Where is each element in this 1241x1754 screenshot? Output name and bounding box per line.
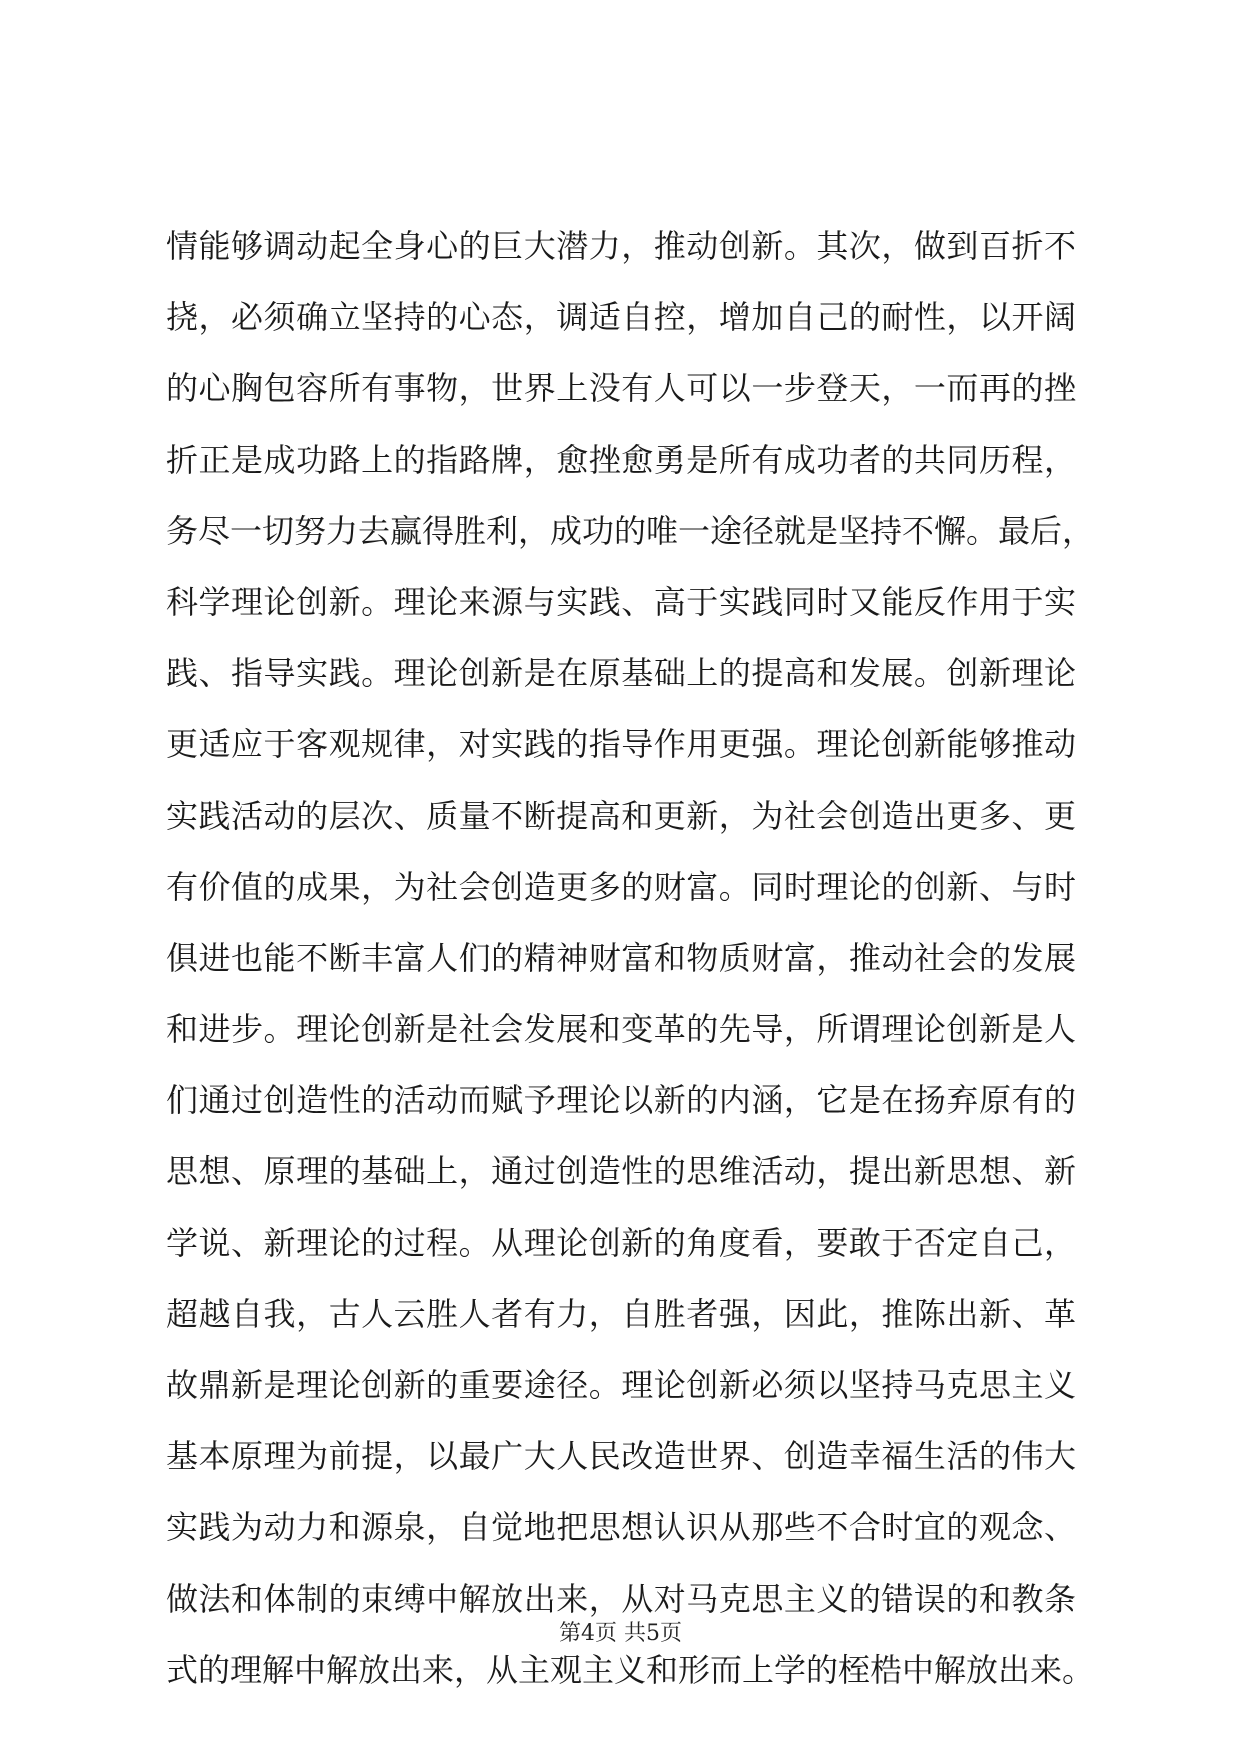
text-line: 学说、新理论的过程。从理论创新的角度看，要敢于否定自己， xyxy=(166,1223,1076,1262)
body-text xyxy=(166,226,1095,1721)
text-line: 超越自我，古人云胜人者有力，自胜者强，因此，推陈出新、革 xyxy=(166,1294,1076,1333)
text-line: 思想、原理的基础上，通过创造性的思维活动，提出新思想、新 xyxy=(166,1152,1076,1191)
text-line: 科学理论创新。理论来源与实践、高于实践同时又能反作用于实 xyxy=(166,582,1076,621)
text-line: 做法和体制的束缚中解放出来，从对马克思主义的错误的和教条 xyxy=(166,1579,1076,1618)
text-line: 更适应于客观规律，对实践的指导作用更强。理论创新能够推动 xyxy=(166,725,1076,764)
text-line: 们通过创造性的活动而赋予理论以新的内涵，它是在扬弃原有的 xyxy=(166,1081,1076,1120)
text-line: 和进步。理论创新是社会发展和变革的先导，所谓理论创新是人 xyxy=(166,1010,1076,1049)
text-line: 俱进也能不断丰富人们的精神财富和物质财富，推动社会的发展 xyxy=(166,938,1076,977)
text-line: 实践为动力和源泉，自觉地把思想认识从那些不合时宜的观念、 xyxy=(166,1508,1076,1547)
text-line: 折正是成功路上的指路牌，愈挫愈勇是所有成功者的共同历程， xyxy=(166,440,1076,479)
text-line: 的心胸包容所有事物，世界上没有人可以一步登天，一而再的挫 xyxy=(166,369,1076,408)
text-line: 践、指导实践。理论创新是在原基础上的提高和发展。创新理论 xyxy=(166,654,1076,693)
text-line: 有价值的成果，为社会创造更多的财富。同时理论的创新、与时 xyxy=(166,867,1076,906)
text-line: 情能够调动起全身心的巨大潜力，推动创新。其次，做到百折不 xyxy=(166,227,1076,265)
text-line: 实践活动的层次、质量不断提高和更新，为社会创造出更多、更 xyxy=(166,796,1076,835)
page-number-footer: 第4页 共5页 xyxy=(559,1621,682,1646)
text-line: 挠，必须确立坚持的心态，调适自控，增加自己的耐性，以开阔 xyxy=(166,298,1076,337)
text-line: 基本原理为前提，以最广大人民改造世界、创造幸福生活的伟大 xyxy=(166,1437,1076,1476)
text-line: 务尽一切努力去赢得胜利，成功的唯一途径就是坚持不懈。最后， xyxy=(166,511,1095,550)
text-line: 故鼎新是理论创新的重要途径。理论创新必须以坚持马克思主义 xyxy=(166,1366,1076,1404)
text-line: 式的理解中解放出来，从主观主义和形而上学的桎梏中解放出来。 xyxy=(166,1650,1095,1689)
